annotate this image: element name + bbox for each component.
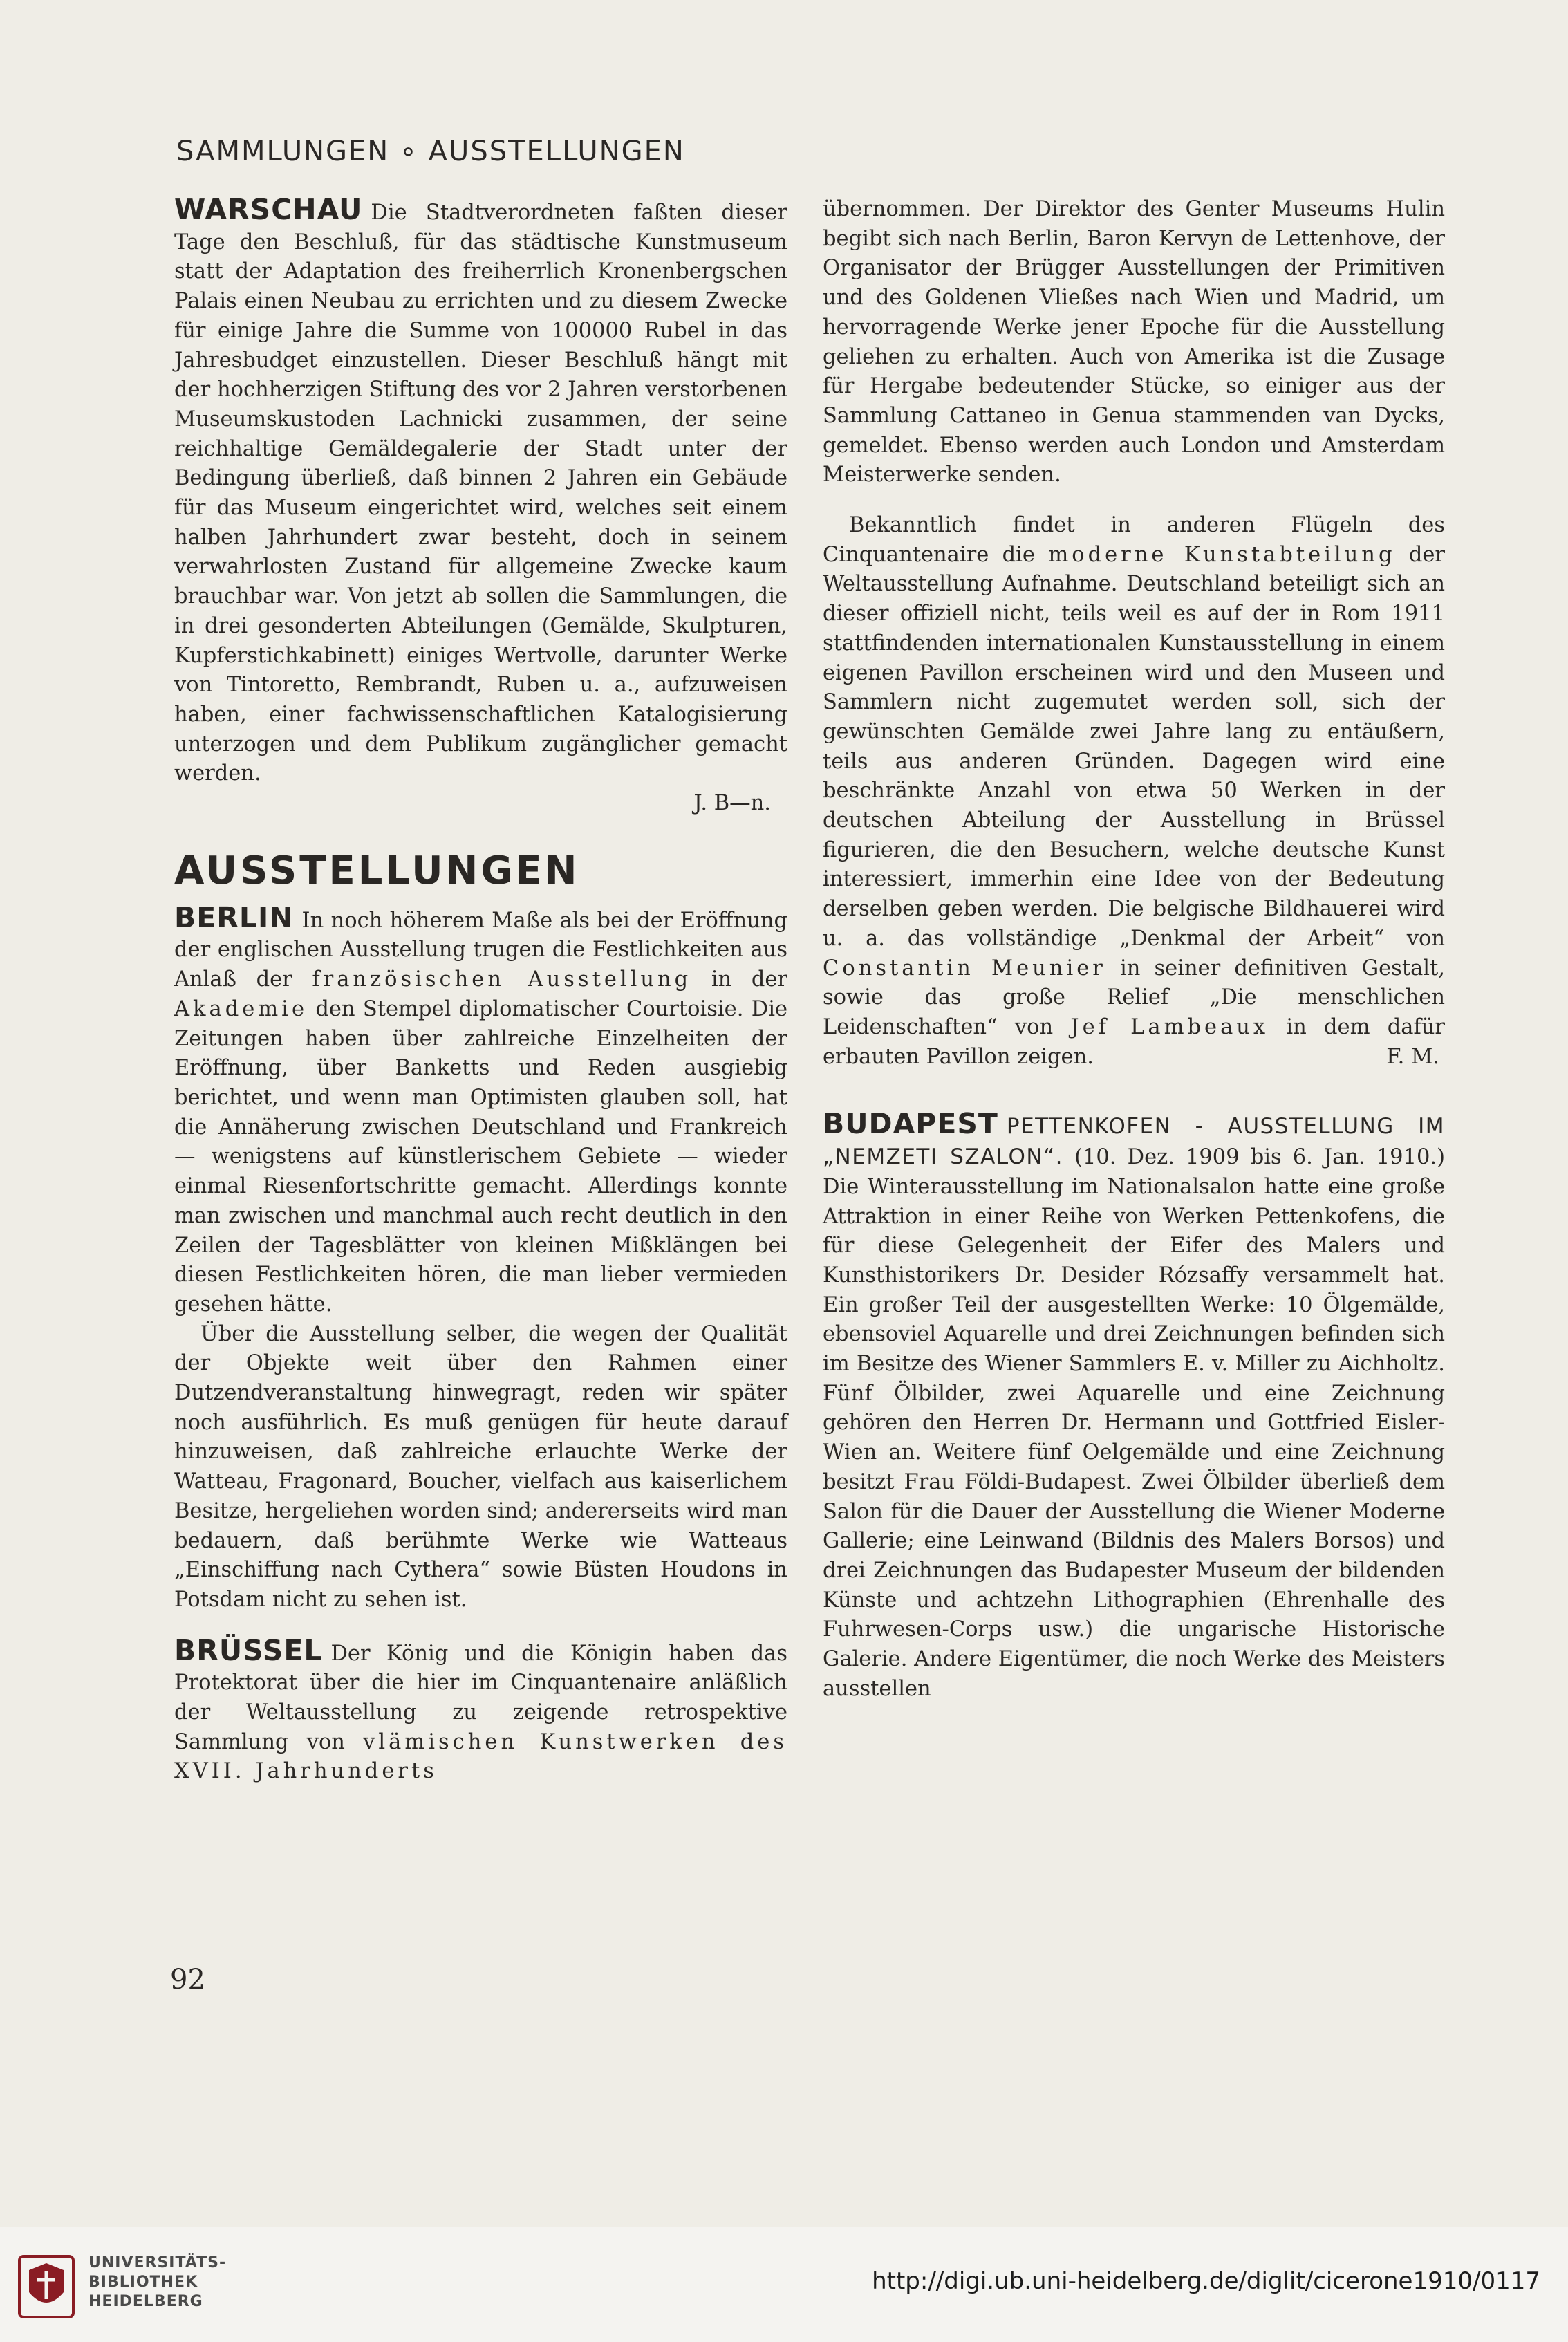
bruessel-paragraph-2 <box>823 511 1445 1072</box>
berlin-heading: BERLIN <box>174 900 294 934</box>
footer-bar <box>0 2227 1568 2342</box>
library-name <box>88 2253 226 2312</box>
warschau-text: Die Stadtverordneten faßten dieser Tage den Beschluß, für das städtische Kunstmuseum statt der Adaptation des freiherrlich Kronenbergschen Palais einen Neubau zu errichten und zu diesem Zwecke für einige Jahre die Summe von 100000 Rubel in das Jahresbudget einzustellen. Dieser Beschluß hängt mit der hochherzigen Stiftung des vor 2 Jahren verstorbenen Museumskustoden Lachnicki zusammen, der seine reichhaltige Gemäldegalerie der Stadt unter der Bedingung überließ, daß binnen 2 Jahren ein Gebäude für das Museum eingerichtet wird, welches seit einem halben Jahrhundert zwar besteht, doch in seinem verwahrlosten Zustand für allgemeine Zwecke kaum brauchbar war. Von jetzt ab sollen die Sammlungen, die in drei gesonderten Abteilungen (Gemälde, Skulpturen, Kupferstichkabinett) einiges Wertvolle, darunter Werke von Tintoretto, Rembrandt, Ruben u. a., aufzuweisen haben, einer fachwissenschaftlichen Katalogisierung unterzogen und dem Publikum zugänglicher gemacht werden. <box>174 201 787 786</box>
budapest-subtitle: PETTENKOFEN - AUSSTELLUNG IM „NEMZETI SZALON“. <box>823 1114 1445 1170</box>
berlin-spaced-2: Akademie <box>174 996 308 1021</box>
university-seal-icon <box>15 2253 77 2320</box>
bruessel-article <box>174 1633 787 1787</box>
berlin-text-2: in der <box>711 967 787 992</box>
library-line-3: HEIDELBERG <box>88 2293 203 2310</box>
spacer <box>174 1615 787 1636</box>
bruessel-spaced-2: moderne Kunstabteilung <box>1048 542 1396 567</box>
page-number: 92 <box>170 1964 205 1996</box>
bruessel-spaced-4: Jef Lambeaux <box>1070 1014 1269 1039</box>
spacer <box>823 1072 1445 1109</box>
bruessel-spaced-3: Constantin Meunier <box>823 956 1106 981</box>
library-line-2: BIBLIOTHEK <box>88 2274 198 2291</box>
bruessel-heading: BRÜSSEL <box>174 1633 323 1667</box>
library-line-1: UNIVERSITÄTS- <box>88 2254 227 2271</box>
right-column <box>823 195 1445 1704</box>
spacer <box>823 490 1445 511</box>
bruessel-text-2b: der Weltausstellung Aufnahme. Deutschland beteiligt sich an dieser offiziell nicht, teils weil es auf der in Rom 1911 stattfindenden internationalen Kunstausstellung in einem eigenen Pavillon erscheinen wird und den Museen und Sammlern nicht zugemutet werden soll, sich der gewünschten Gemälde zwei Jahre lang zu entäußern, teils aus anderen Gründen. Dagegen wird eine beschränkte Anzahl von etwa 50 Werken in der deutschen Abteilung der Ausstellung in Brüssel figurieren, die den Besuchern, welche deutsche Kunst interessiert, immerhin eine Idee von der Bedeutung derselben geben werden. Die belgische Bildhauerei wird u. a. das vollständige „Denkmal der Arbeit“ von <box>823 542 1445 951</box>
warschau-article <box>174 195 787 789</box>
berlin-article <box>174 900 788 1320</box>
bruessel-text-2a: Bekanntlich findet in anderen Flügeln des Cinquantenaire die <box>823 513 1445 567</box>
bruessel-signature: F. M. <box>1386 1044 1439 1069</box>
bruessel-text-2d: in dem dafür erbauten Pavillon zeigen. <box>823 1014 1445 1069</box>
berlin-text-3: den Stempel diplomatischer Courtoisie. Die Zeitungen haben über zahlreiche Einzelheiten der Eröffnung, über Banketts und Reden ausgiebig berichtet, und wenn man Optimisten glauben soll, hat die Annäherung zwischen Deutschland und Frankreich — wenigstens auf künstlerischem Gebiete — wieder einmal Riesenfortschritte gemacht. Allerdings konnte man zwischen und manchmal auch recht deutlich in den Zeilen der Tagesblätter von kleinen Mißklängen bei diesen Festlichkeiten hören, die man lieber vermieden gesehen hätte. <box>174 996 788 1317</box>
budapest-heading: BUDAPEST <box>823 1107 998 1141</box>
left-column <box>174 195 787 1787</box>
bruessel-spaced-1: vlämischen Kunstwerken des XVII. Jahrhunderts <box>174 1729 787 1784</box>
source-url-link[interactable]: http://digi.ub.uni-heidelberg.de/diglit/cicerone1910/0117 <box>872 2267 1540 2295</box>
budapest-text: (10. Dez. 1909 bis 6. Jan. 1910.) Die Winterausstellung im Nationalsalon hatte eine große Attraktion in einer Reihe von Werken Pettenkofens, die für diese Gelegenheit der Eifer des Malers und Kunsthistorikers Dr. Desider Rózsaffy versammelt hat. Ein großer Teil der ausgestellten Werke: 10 Ölgemälde, ebensoviel Aquarelle und drei Zeichnungen befinden sich im Besitze des Wiener Sammlers E. v. Miller zu Aichholtz. Fünf Ölbilder, zwei Aquarelle und eine Zeichnung gehören den Herren Dr. Hermann und Gottfried Eisler-Wien an. Weitere fünf Oelgemälde und eine Zeichnung besitzt Frau Földi-Budapest. Zwei Ölbilder überließ dem Salon für die Dauer der Ausstellung die Wiener Moderne Gallerie; eine Leinwand (Bildnis des Malers Borsos) und drei Zeichnungen das Budapester Museum der bildenden Künste und achtzehn Lithographien (Ehrenhalle des Fuhrwesen-Corps usw.) die ungarische Historische Galerie. Andere Eigentümer, die noch Werke des Meisters ausstellen <box>823 1145 1445 1701</box>
bruessel-continued: übernommen. Der Direktor des Genter Museums Hulin begibt sich nach Berlin, Baron Kervyn de Lettenhove, der Organisator der Brügger Ausstellungen der Primitiven und des Goldenen Vließes nach Wien und Madrid, um hervorragende Werke jener Epoche für die Ausstellung geliehen zu erhalten. Auch von Amerika ist die Zusage für Hergabe bedeutender Stücke, so einiger aus der Sammlung Cattaneo in Genua stammenden van Dycks, gemeldet. Ebenso werden auch London und Amsterdam Meisterwerke senden. <box>823 197 1445 487</box>
warschau-heading: WARSCHAU <box>174 193 363 226</box>
berlin-paragraph-2: Über die Ausstellung selber, die wegen der Qualität der Objekte weit über den Rahmen einer Dutzendveranstaltung hinwegragt, reden wir später noch ausführlich. Es muß genügen für heute darauf hinzuweisen, daß zahlreiche erlauchte Werke der Watteau, Fragonard, Boucher, vielfach aus kaiserlichem Besitze, hergeliehen worden sind; andererseits wird man bedauern, daß berühmte Werke wie Watteaus „Einschiffung nach Cythera“ sowie Büsten Houdons in Potsdam nicht zu sehen ist. <box>174 1321 787 1612</box>
bruessel-text-2c: in seiner definitiven Gestalt, sowie das große Relief „Die menschlichen Leidenschaften“ von <box>823 956 1445 1039</box>
warschau-signature: J. B—n. <box>693 791 771 816</box>
running-head: SAMMLUNGEN ∘ AUSSTELLUNGEN <box>176 136 685 167</box>
berlin-text-1: In noch höherem Maße als bei der Eröffnung der englischen Ausstellung trugen die Festlichkeiten aus Anlaß der <box>174 908 787 992</box>
section-title: AUSSTELLUNGEN <box>174 848 580 893</box>
berlin-spaced-1: französischen Ausstellung <box>312 967 692 992</box>
budapest-article <box>823 1109 1445 1704</box>
bruessel-text-1: Der König und die Königin haben das Protektorat über die hier im Cinquantenaire anläßlich der Weltausstellung zu zeigende retrospektive Sammlung von <box>174 1641 787 1754</box>
